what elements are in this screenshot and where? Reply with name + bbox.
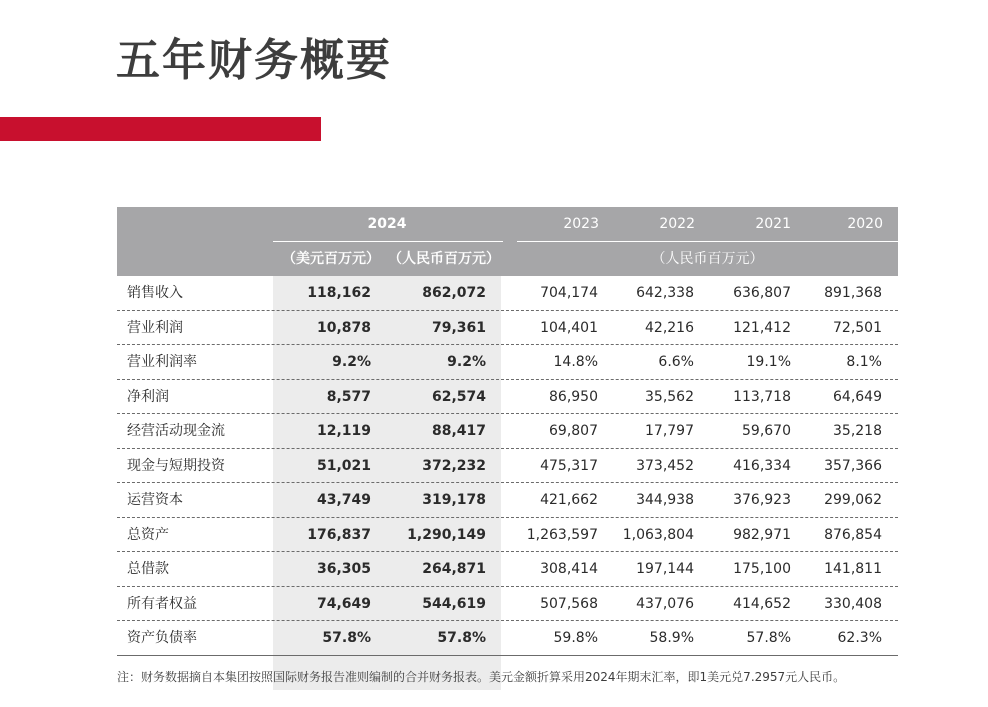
table-row	[117, 276, 898, 311]
cell-2020: 357,366	[824, 457, 882, 474]
cell-2020: 876,854	[824, 526, 882, 543]
cell-2021: 121,412	[733, 319, 791, 336]
cell-2021: 175,100	[733, 561, 791, 577]
cell-2021: 636,807	[733, 285, 791, 301]
cell-2022: 437,076	[636, 595, 694, 612]
cell-2023: 14.8%	[553, 354, 598, 370]
cell-rmb-2024: 1,290,149	[407, 526, 486, 543]
cell-2020: 141,811	[824, 561, 882, 577]
cell-2022: 6.6%	[658, 354, 694, 370]
cell-2022: 1,063,804	[622, 526, 694, 543]
cell-usd-2024: 10,878	[316, 319, 371, 336]
cell-2021: 19.1%	[746, 354, 791, 370]
cell-2023: 475,317	[540, 457, 598, 474]
row-divider	[117, 655, 898, 656]
cell-2023: 104,401	[540, 319, 598, 336]
cell-rmb-2024: 9.2%	[447, 354, 486, 370]
cell-rmb-2024: 862,072	[422, 285, 486, 301]
cell-2020: 891,368	[824, 285, 882, 301]
cell-2022: 42,216	[645, 319, 694, 336]
row-label: 总借款	[127, 561, 169, 577]
cell-2022: 17,797	[645, 423, 694, 439]
cell-rmb-2024: 544,619	[422, 595, 486, 612]
cell-2022: 58.9%	[649, 630, 694, 646]
cell-2020: 8.1%	[846, 354, 882, 370]
row-label: 营业利润率	[127, 354, 197, 370]
cell-2023: 308,414	[540, 561, 598, 577]
cell-usd-2024: 43,749	[316, 492, 371, 508]
cell-rmb-2024: 264,871	[422, 561, 486, 577]
table-row	[117, 587, 898, 622]
cell-2020: 35,218	[833, 423, 882, 439]
header-year-2021: 2021	[755, 216, 791, 232]
table-row	[117, 345, 898, 380]
row-label: 销售收入	[127, 285, 183, 301]
cell-usd-2024: 57.8%	[322, 630, 371, 646]
cell-2021: 57.8%	[746, 630, 791, 646]
page-title: 五年财务概要	[116, 35, 392, 86]
header-unit-rmb-prev: （人民币百万元）	[651, 251, 764, 267]
row-label: 现金与短期投资	[127, 457, 225, 474]
footnote: 注：财务数据摘自本集团按照国际财务报告准则编制的合并财务报表。美元金额折算采用2024年期末汇率，即1美元兑7.2957元人民币。	[117, 670, 846, 684]
cell-2021: 414,652	[733, 595, 791, 612]
header-unit-usd: （美元百万元）	[282, 251, 380, 267]
cell-2021: 113,718	[733, 388, 791, 405]
cell-usd-2024: 12,119	[316, 423, 371, 439]
cell-rmb-2024: 319,178	[422, 492, 486, 508]
cell-2023: 59.8%	[553, 630, 598, 646]
cell-2022: 197,144	[636, 561, 694, 577]
row-label: 总资产	[127, 526, 169, 543]
cell-2020: 64,649	[833, 388, 882, 405]
cell-rmb-2024: 79,361	[431, 319, 486, 336]
cell-2022: 373,452	[636, 457, 694, 474]
cell-rmb-2024: 57.8%	[437, 630, 486, 646]
cell-usd-2024: 8,577	[326, 388, 371, 405]
cell-2022: 344,938	[636, 492, 694, 508]
cell-usd-2024: 9.2%	[332, 354, 371, 370]
accent-bar	[0, 117, 321, 141]
table-row	[117, 483, 898, 518]
cell-2023: 507,568	[540, 595, 598, 612]
cell-2021: 59,670	[742, 423, 791, 439]
row-label: 运营资本	[127, 492, 183, 508]
table-row	[117, 621, 898, 656]
table-row	[117, 380, 898, 415]
cell-2022: 35,562	[645, 388, 694, 405]
table-row	[117, 414, 898, 449]
row-label: 营业利润	[127, 319, 183, 336]
row-label: 资产负债率	[127, 630, 197, 646]
cell-2020: 330,408	[824, 595, 882, 612]
cell-2020: 62.3%	[837, 630, 882, 646]
cell-2020: 72,501	[833, 319, 882, 336]
cell-2021: 982,971	[733, 526, 791, 543]
cell-usd-2024: 118,162	[307, 285, 371, 301]
header-year-2024: 2024	[367, 216, 407, 232]
cell-2022: 642,338	[636, 285, 694, 301]
table-row	[117, 449, 898, 484]
row-label: 净利润	[127, 388, 169, 405]
row-label: 经营活动现金流	[127, 423, 225, 439]
cell-2021: 376,923	[733, 492, 791, 508]
header-year-2023: 2023	[563, 216, 599, 232]
table-row	[117, 311, 898, 346]
header-year-2020: 2020	[847, 216, 883, 232]
table-row	[117, 518, 898, 553]
cell-2021: 416,334	[733, 457, 791, 474]
cell-usd-2024: 51,021	[316, 457, 371, 474]
cell-2020: 299,062	[824, 492, 882, 508]
cell-2023: 86,950	[549, 388, 598, 405]
cell-rmb-2024: 372,232	[422, 457, 486, 474]
cell-usd-2024: 74,649	[316, 595, 371, 612]
header-unit-rmb: （人民币百万元）	[388, 251, 500, 267]
header-year-2022: 2022	[659, 216, 695, 232]
cell-2023: 421,662	[540, 492, 598, 508]
table-row	[117, 552, 898, 587]
cell-usd-2024: 36,305	[316, 561, 371, 577]
cell-2023: 704,174	[540, 285, 598, 301]
cell-2023: 69,807	[549, 423, 598, 439]
cell-rmb-2024: 88,417	[431, 423, 486, 439]
cell-usd-2024: 176,837	[307, 526, 371, 543]
cell-rmb-2024: 62,574	[431, 388, 486, 405]
row-label: 所有者权益	[127, 595, 197, 612]
cell-2023: 1,263,597	[526, 526, 598, 543]
